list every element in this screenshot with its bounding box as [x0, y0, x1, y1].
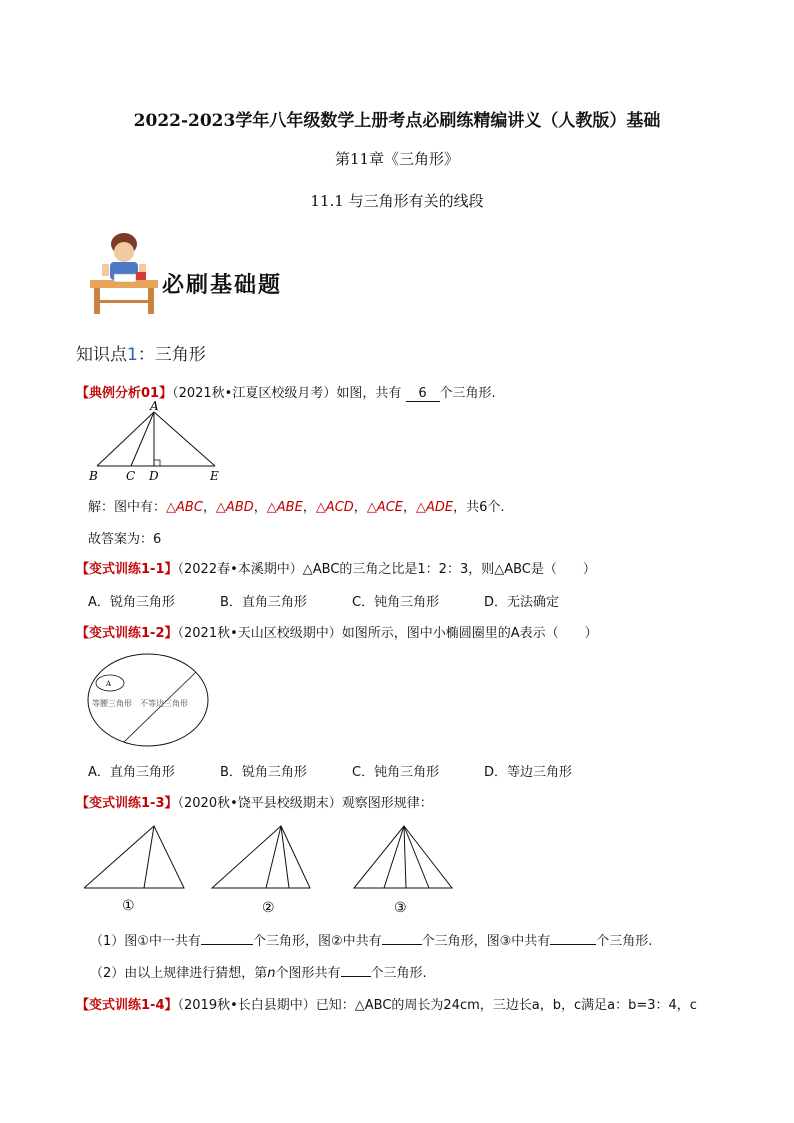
section-suffix: ：三角形: [137, 345, 206, 365]
example-end: 个三角形.: [439, 386, 496, 401]
chapter-title: 第11章《三角形》: [334, 150, 460, 168]
blank-nth[interactable]: [341, 976, 371, 977]
q1-option-a: A．锐角三角形: [88, 595, 175, 610]
solution-item: △ACD: [315, 500, 354, 515]
q1-tag: 【变式训练1-1】: [76, 562, 178, 577]
question-1-4: [76, 994, 697, 1013]
isosceles-label: 等腰三角形: [92, 699, 132, 708]
q2-option-b: B．锐角三角形: [220, 765, 307, 780]
label-a: A: [150, 399, 159, 413]
example-solution: 解：图中有：△ABC，△ABD，△ABE，△ACD，△ACE，△ADE，共6个.: [88, 500, 505, 515]
label-e: E: [210, 469, 219, 483]
document-title: 2022-2023学年八年级数学上册考点必刷练精编讲义（人教版）基础: [133, 111, 661, 131]
student-desk-icon: [84, 230, 164, 316]
blank-fig3[interactable]: [550, 944, 596, 945]
figure-1-label: ①: [122, 898, 135, 914]
knowledge-point-heading: [76, 340, 206, 365]
label-b: B: [89, 469, 98, 483]
q3-tag: 【变式训练1-3】: [76, 796, 178, 811]
q2-option-c: C．钝角三角形: [352, 765, 440, 780]
triangle-figure: [84, 398, 234, 486]
scalene-label: 不等边三角形: [140, 699, 188, 708]
solution-item: △ADE: [416, 500, 454, 515]
ellipse-figure: [84, 650, 214, 750]
banner-title: 必刷基础题: [162, 272, 283, 298]
q4-tag: 【变式训练1-4】: [76, 998, 178, 1013]
figure-2-label: ②: [262, 900, 275, 916]
q3-part-2: （2）由以上规律进行猜想，第n个图形共有 个三角形.: [90, 966, 427, 981]
solution-item: △ABC: [166, 500, 203, 515]
q1-options: [88, 591, 616, 610]
solution-suffix: ，共6个.: [453, 500, 505, 515]
q2-option-d: D．等边三角形: [484, 765, 573, 780]
example-text: （2021秋•江夏区校级月考）如图，共有: [172, 386, 402, 401]
section-prefix: 知识点: [76, 345, 127, 365]
q1-option-b: B．直角三角形: [220, 595, 307, 610]
question-1-2: [76, 622, 598, 641]
solution-prefix: 解：图中有：: [88, 500, 167, 515]
q2-tag: 【变式训练1-2】: [76, 626, 178, 641]
blank-fig1[interactable]: [201, 944, 253, 945]
label-c: C: [126, 469, 136, 483]
section-number: 1: [127, 345, 138, 365]
solution-item: △ABE: [266, 500, 303, 515]
solution-item: △ACE: [366, 500, 403, 515]
example-answer: 6: [406, 386, 440, 402]
figure-3-label: ③: [394, 900, 407, 916]
small-ellipse-label: A: [106, 680, 112, 688]
question-1-3: [76, 792, 433, 811]
q1-text: （2022春•本溪期中）△ABC的三角之比是1：2：3，则△ABC是（ ）: [177, 562, 596, 577]
section-title: 11.1 与三角形有关的线段: [310, 192, 484, 210]
q3-part-1: （1）图①中一共有 个三角形，图②中共有 个三角形，图③中共有 个三角形.: [90, 934, 653, 949]
q2-option-a: A．直角三角形: [88, 765, 175, 780]
solution-item: △ABD: [215, 500, 254, 515]
q3-text: （2020秋•饶平县校级期末）观察图形规律：: [177, 796, 433, 811]
question-1-1: [76, 558, 596, 577]
blank-fig2[interactable]: [382, 944, 422, 945]
triangle-pattern-figure: [84, 818, 484, 920]
q1-option-d: D．无法确定: [484, 595, 560, 610]
q2-options: [88, 761, 616, 780]
label-d: D: [149, 469, 159, 483]
q1-option-c: C．钝角三角形: [352, 595, 440, 610]
example-tag: 【典例分析01】: [76, 386, 173, 401]
q2-text: （2021秋•天山区校级期中）如图所示，图中小椭圆圈里的A表示（ ）: [177, 626, 598, 641]
example-final-answer: 故答案为：6: [88, 532, 162, 547]
q4-text: （2019秋•长白县期中）已知：△ABC的周长为24cm，三边长a，b，c满足a：b=3：4，c: [177, 998, 697, 1013]
